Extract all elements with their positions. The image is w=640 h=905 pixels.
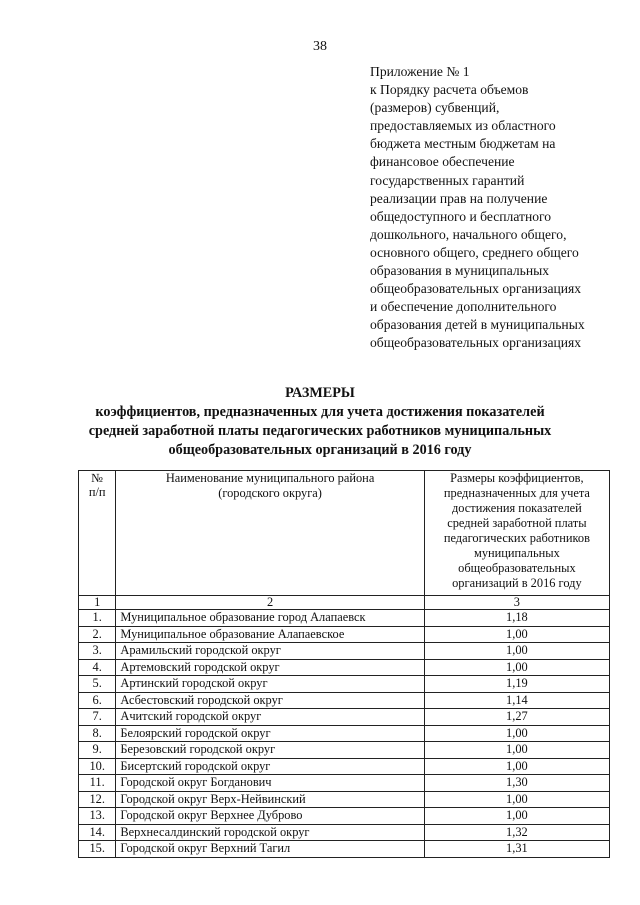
row-number: 1.	[79, 610, 116, 627]
row-number: 12.	[79, 791, 116, 808]
table-row	[79, 742, 610, 759]
coefficient-value: 1,18	[424, 610, 609, 627]
coefficient-value: 1,31	[424, 841, 609, 858]
header-text-line: предназначенных для учета	[443, 486, 590, 500]
table-row	[79, 725, 610, 742]
coefficient-value: 1,30	[424, 775, 609, 792]
coefficient-value: 1,00	[424, 626, 609, 643]
appendix-line: предоставляемых из областного	[370, 118, 556, 134]
appendix-line: бюджета местным бюджетам на	[370, 136, 556, 152]
table-row	[79, 775, 610, 792]
column-index: 3	[424, 596, 609, 610]
municipality-name: Городской округ Верхнее Дуброво	[116, 808, 424, 825]
appendix-line: основного общего, среднего общего	[370, 244, 579, 260]
appendix-line: (размеров) субвенций,	[370, 100, 500, 116]
coefficient-value: 1,00	[424, 791, 609, 808]
header-text-line: педагогических работников	[443, 531, 590, 545]
table-row	[79, 610, 610, 627]
column-index: 1	[79, 596, 116, 610]
appendix-line: к Порядку расчета объемов	[370, 82, 529, 98]
table-row	[79, 824, 610, 841]
title-line: коэффициентов, предназначенных для учета достижения показателей	[95, 404, 545, 420]
appendix-line: образования детей в муниципальных	[370, 317, 585, 333]
header-text-line: №	[91, 471, 104, 485]
table-row	[79, 841, 610, 858]
coefficient-value: 1,00	[424, 659, 609, 676]
table-row	[79, 692, 610, 709]
municipality-name: Городской округ Верх-Нейвинский	[116, 791, 424, 808]
row-number: 10.	[79, 758, 116, 775]
row-number: 15.	[79, 841, 116, 858]
municipality-name: Муниципальное образование Алапаевское	[116, 626, 424, 643]
header-text-line: Размеры коэффициентов,	[450, 471, 584, 485]
row-number: 2.	[79, 626, 116, 643]
municipality-name: Муниципальное образование город Алапаевск	[116, 610, 424, 627]
appendix-note	[370, 63, 632, 353]
title-line: средней заработной платы педагогических работников муниципальных	[88, 423, 552, 439]
appendix-line: и обеспечение дополнительного	[370, 299, 557, 315]
column-index-row	[79, 596, 610, 610]
coefficient-value: 1,00	[424, 758, 609, 775]
header-text-line: организаций в 2016 году	[452, 576, 582, 590]
table-header-row	[79, 471, 610, 596]
municipality-name: Артинский городской округ	[116, 676, 424, 693]
header-text-line: средней заработной платы	[447, 516, 587, 530]
coefficient-value: 1,00	[424, 808, 609, 825]
header-text-line: общеобразовательных	[458, 561, 576, 575]
header-text-line: (городского округа)	[218, 486, 322, 500]
header-text-line: Наименование муниципального района	[165, 471, 375, 485]
table-body	[79, 610, 610, 858]
coefficient-value: 1,27	[424, 709, 609, 726]
municipality-name: Верхнесалдинский городской округ	[116, 824, 424, 841]
appendix-line: государственных гарантий	[370, 172, 525, 188]
header-num	[79, 471, 116, 596]
municipality-name: Городской округ Богданович	[116, 775, 424, 792]
row-number: 6.	[79, 692, 116, 709]
appendix-line: финансовое обеспечение	[370, 154, 515, 170]
municipality-name: Асбестовский городской округ	[116, 692, 424, 709]
appendix-line: дошкольного, начального общего,	[370, 226, 567, 242]
row-number: 13.	[79, 808, 116, 825]
appendix-line: общеобразовательных организациях	[370, 335, 582, 351]
title-line: общеобразовательных организаций в 2016 году	[168, 442, 472, 458]
coefficient-value: 1,00	[424, 725, 609, 742]
appendix-line: образования в муниципальных	[370, 263, 550, 279]
appendix-line: общедоступного и бесплатного	[370, 208, 552, 224]
municipality-name: Березовский городской округ	[116, 742, 424, 759]
municipality-name: Белоярский городской округ	[116, 725, 424, 742]
document-title	[0, 384, 640, 460]
header-coef	[424, 471, 609, 596]
table-row	[79, 791, 610, 808]
row-number: 11.	[79, 775, 116, 792]
page-number: 38	[313, 39, 327, 54]
table-row	[79, 676, 610, 693]
row-number: 7.	[79, 709, 116, 726]
municipality-name: Бисертский городской округ	[116, 758, 424, 775]
appendix-line: реализации прав на получение	[370, 190, 548, 206]
municipality-name: Ачитский городской округ	[116, 709, 424, 726]
table-row	[79, 758, 610, 775]
table-row	[79, 808, 610, 825]
municipality-name: Артемовский городской округ	[116, 659, 424, 676]
header-name	[116, 471, 424, 596]
municipality-name: Арамильский городской округ	[116, 643, 424, 660]
coefficient-value: 1,32	[424, 824, 609, 841]
municipality-name: Городской округ Верхний Тагил	[116, 841, 424, 858]
table-row	[79, 643, 610, 660]
appendix-line: Приложение № 1	[370, 64, 470, 79]
row-number: 5.	[79, 676, 116, 693]
column-index: 2	[116, 596, 424, 610]
row-number: 9.	[79, 742, 116, 759]
row-number: 3.	[79, 643, 116, 660]
header-text-line: достижения показателей	[452, 501, 582, 515]
coefficient-value: 1,00	[424, 643, 609, 660]
row-number: 14.	[79, 824, 116, 841]
table-row	[79, 709, 610, 726]
coefficient-value: 1,14	[424, 692, 609, 709]
appendix-line: общеобразовательных организациях	[370, 281, 582, 297]
header-text-line: муниципальных	[473, 546, 560, 560]
title-heading: РАЗМЕРЫ	[285, 385, 355, 401]
table-row	[79, 626, 610, 643]
header-text-line: п/п	[88, 485, 106, 499]
row-number: 8.	[79, 725, 116, 742]
coefficients-table	[78, 470, 610, 858]
table-row	[79, 659, 610, 676]
row-number: 4.	[79, 659, 116, 676]
coefficient-value: 1,19	[424, 676, 609, 693]
coefficient-value: 1,00	[424, 742, 609, 759]
